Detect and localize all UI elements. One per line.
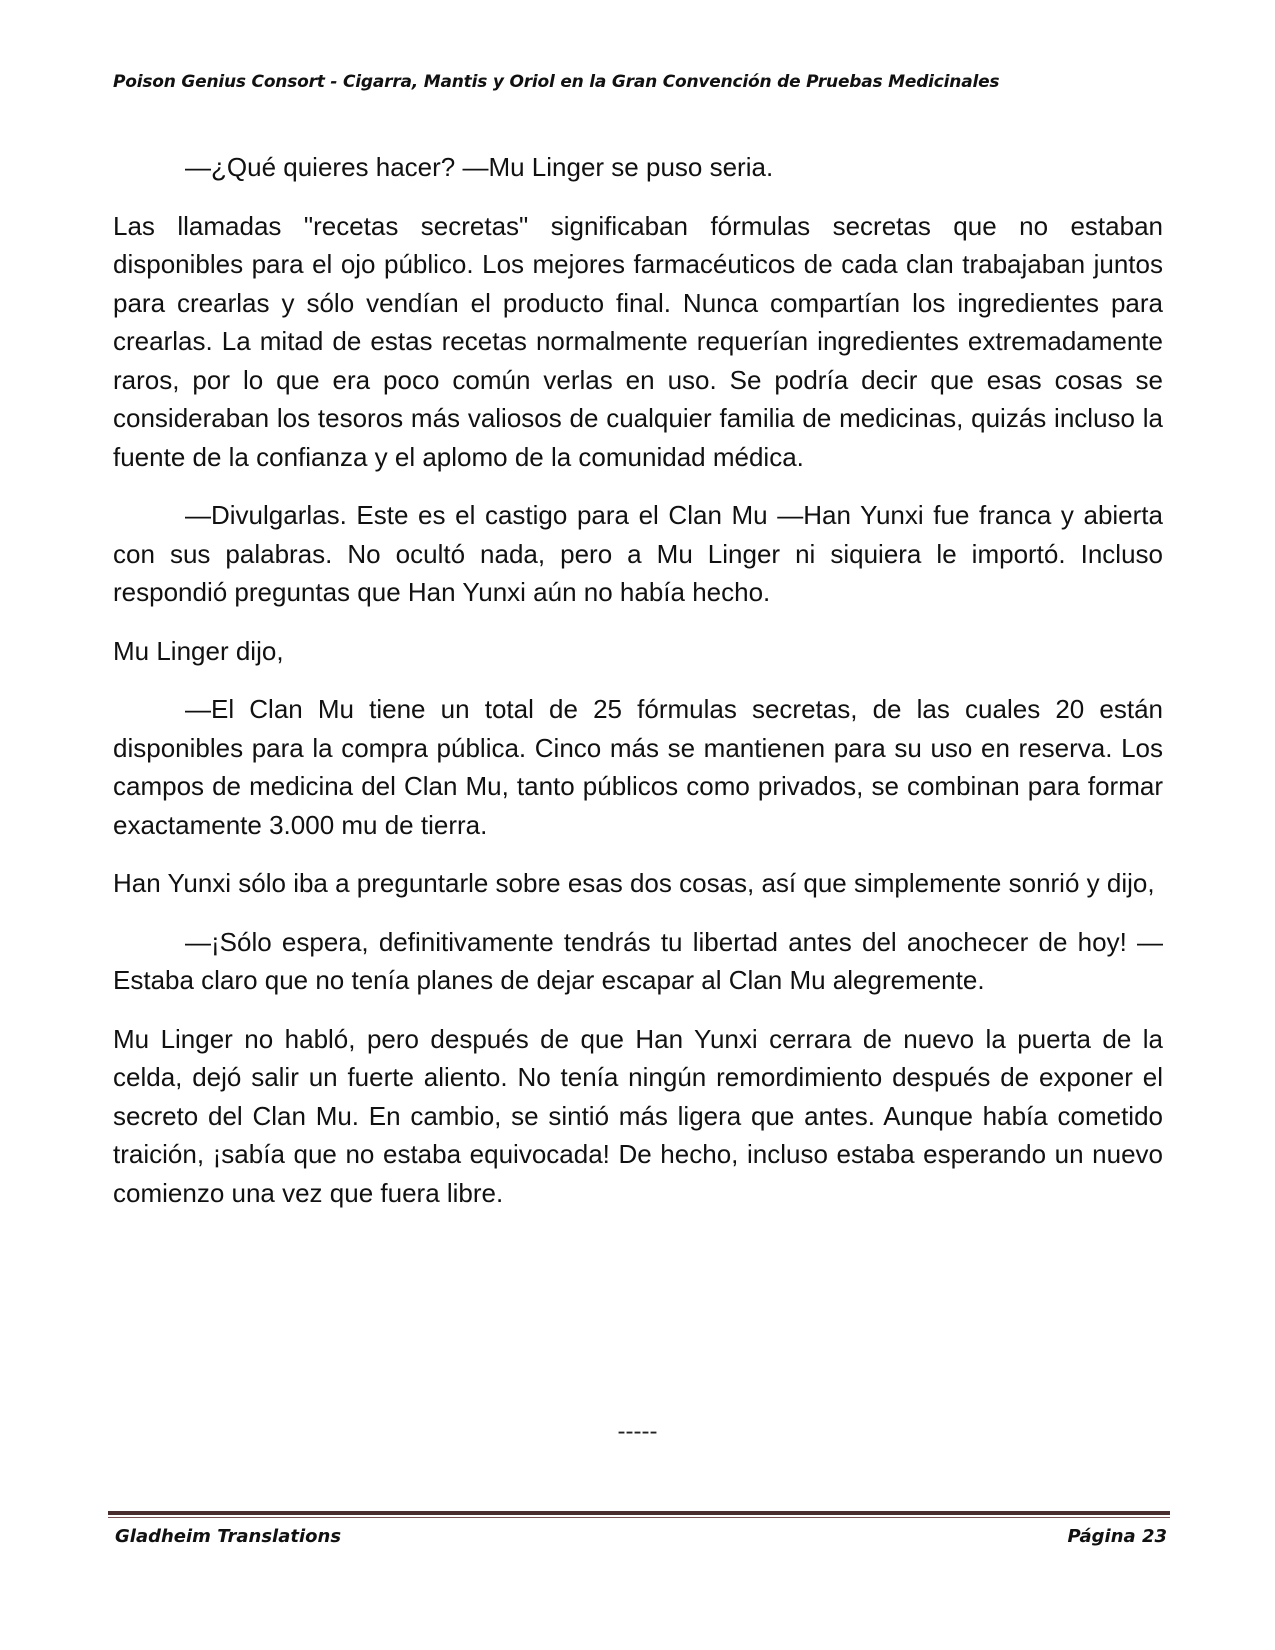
section-separator: ----- [617,1418,658,1445]
footer-rule-thin [108,1517,1170,1518]
paragraph-5: —El Clan Mu tiene un total de 25 fórmulas secretas, de las cuales 20 están disponibles para la compra pública. Cinco más se mantienen para su uso en reserva. Los campos de medicina del Clan Mu, tanto públicos como privados, se combinan para formar exactamente 3.000 mu de tierra. [113,694,1163,840]
running-header: Poison Genius Consort - Cigarra, Mantis y Oriol en la Gran Convención de Pruebas Medicinales [113,72,1000,92]
paragraph-3: —Divulgarlas. Este es el castigo para el Clan Mu —Han Yunxi fue franca y abierta con sus palabras. No ocultó nada, pero a Mu Linger ni siquiera le importó. Incluso respondió preguntas que Han Yunxi aún no había hecho. [113,500,1163,607]
paragraph-4: Mu Linger dijo, [113,635,284,666]
paragraph-8: Mu Linger no habló, pero después de que Han Yunxi cerrara de nuevo la puerta de la celda, dejó salir un fuerte aliento. No tenía ningún remordimiento después de exponer el secreto del Clan Mu. En cambio, se sintió más ligera que antes. Aunque había cometido traición, ¡sabía que no estaba equivocada! De hecho, incluso estaba esperando un nuevo comienzo una vez que fuera libre. [113,1023,1163,1208]
paragraph-1: —¿Qué quieres hacer? —Mu Linger se puso seria. [185,152,774,182]
paragraph-7: —¡Sólo espera, definitivamente tendrás tu libertad antes del anochecer de hoy! —Estaba claro que no tenía planes de dejar escapar al Clan Mu alegremente. [113,926,1163,995]
paragraph-6: Han Yunxi sólo iba a preguntarle sobre esas dos cosas, así que simplemente sonrió y dijo, [113,868,1155,898]
footer-page-number: Página 23 [1067,1526,1167,1547]
footer-publisher: Gladheim Translations [115,1526,342,1547]
paragraph-2: Las llamadas "recetas secretas" significaban fórmulas secretas que no estaban disponibles para el ojo público. Los mejores farmacéuticos de cada clan trabajaban juntos para crearlas y sólo vendían el producto final. Nunca compartían los ingredientes para crearlas. La mitad de estas recetas normalmente requerían ingredientes extremadamente raros, por lo que era poco común verlas en uso. Se podría decir que esas cosas se consideraban los tesoros más valiosos de cualquier familia de medicinas, quizás incluso la fuente de la confianza y el aplomo de la comunidad médica. [113,210,1163,472]
footer-rule [108,1511,1170,1515]
page-body [113,148,1163,1232]
